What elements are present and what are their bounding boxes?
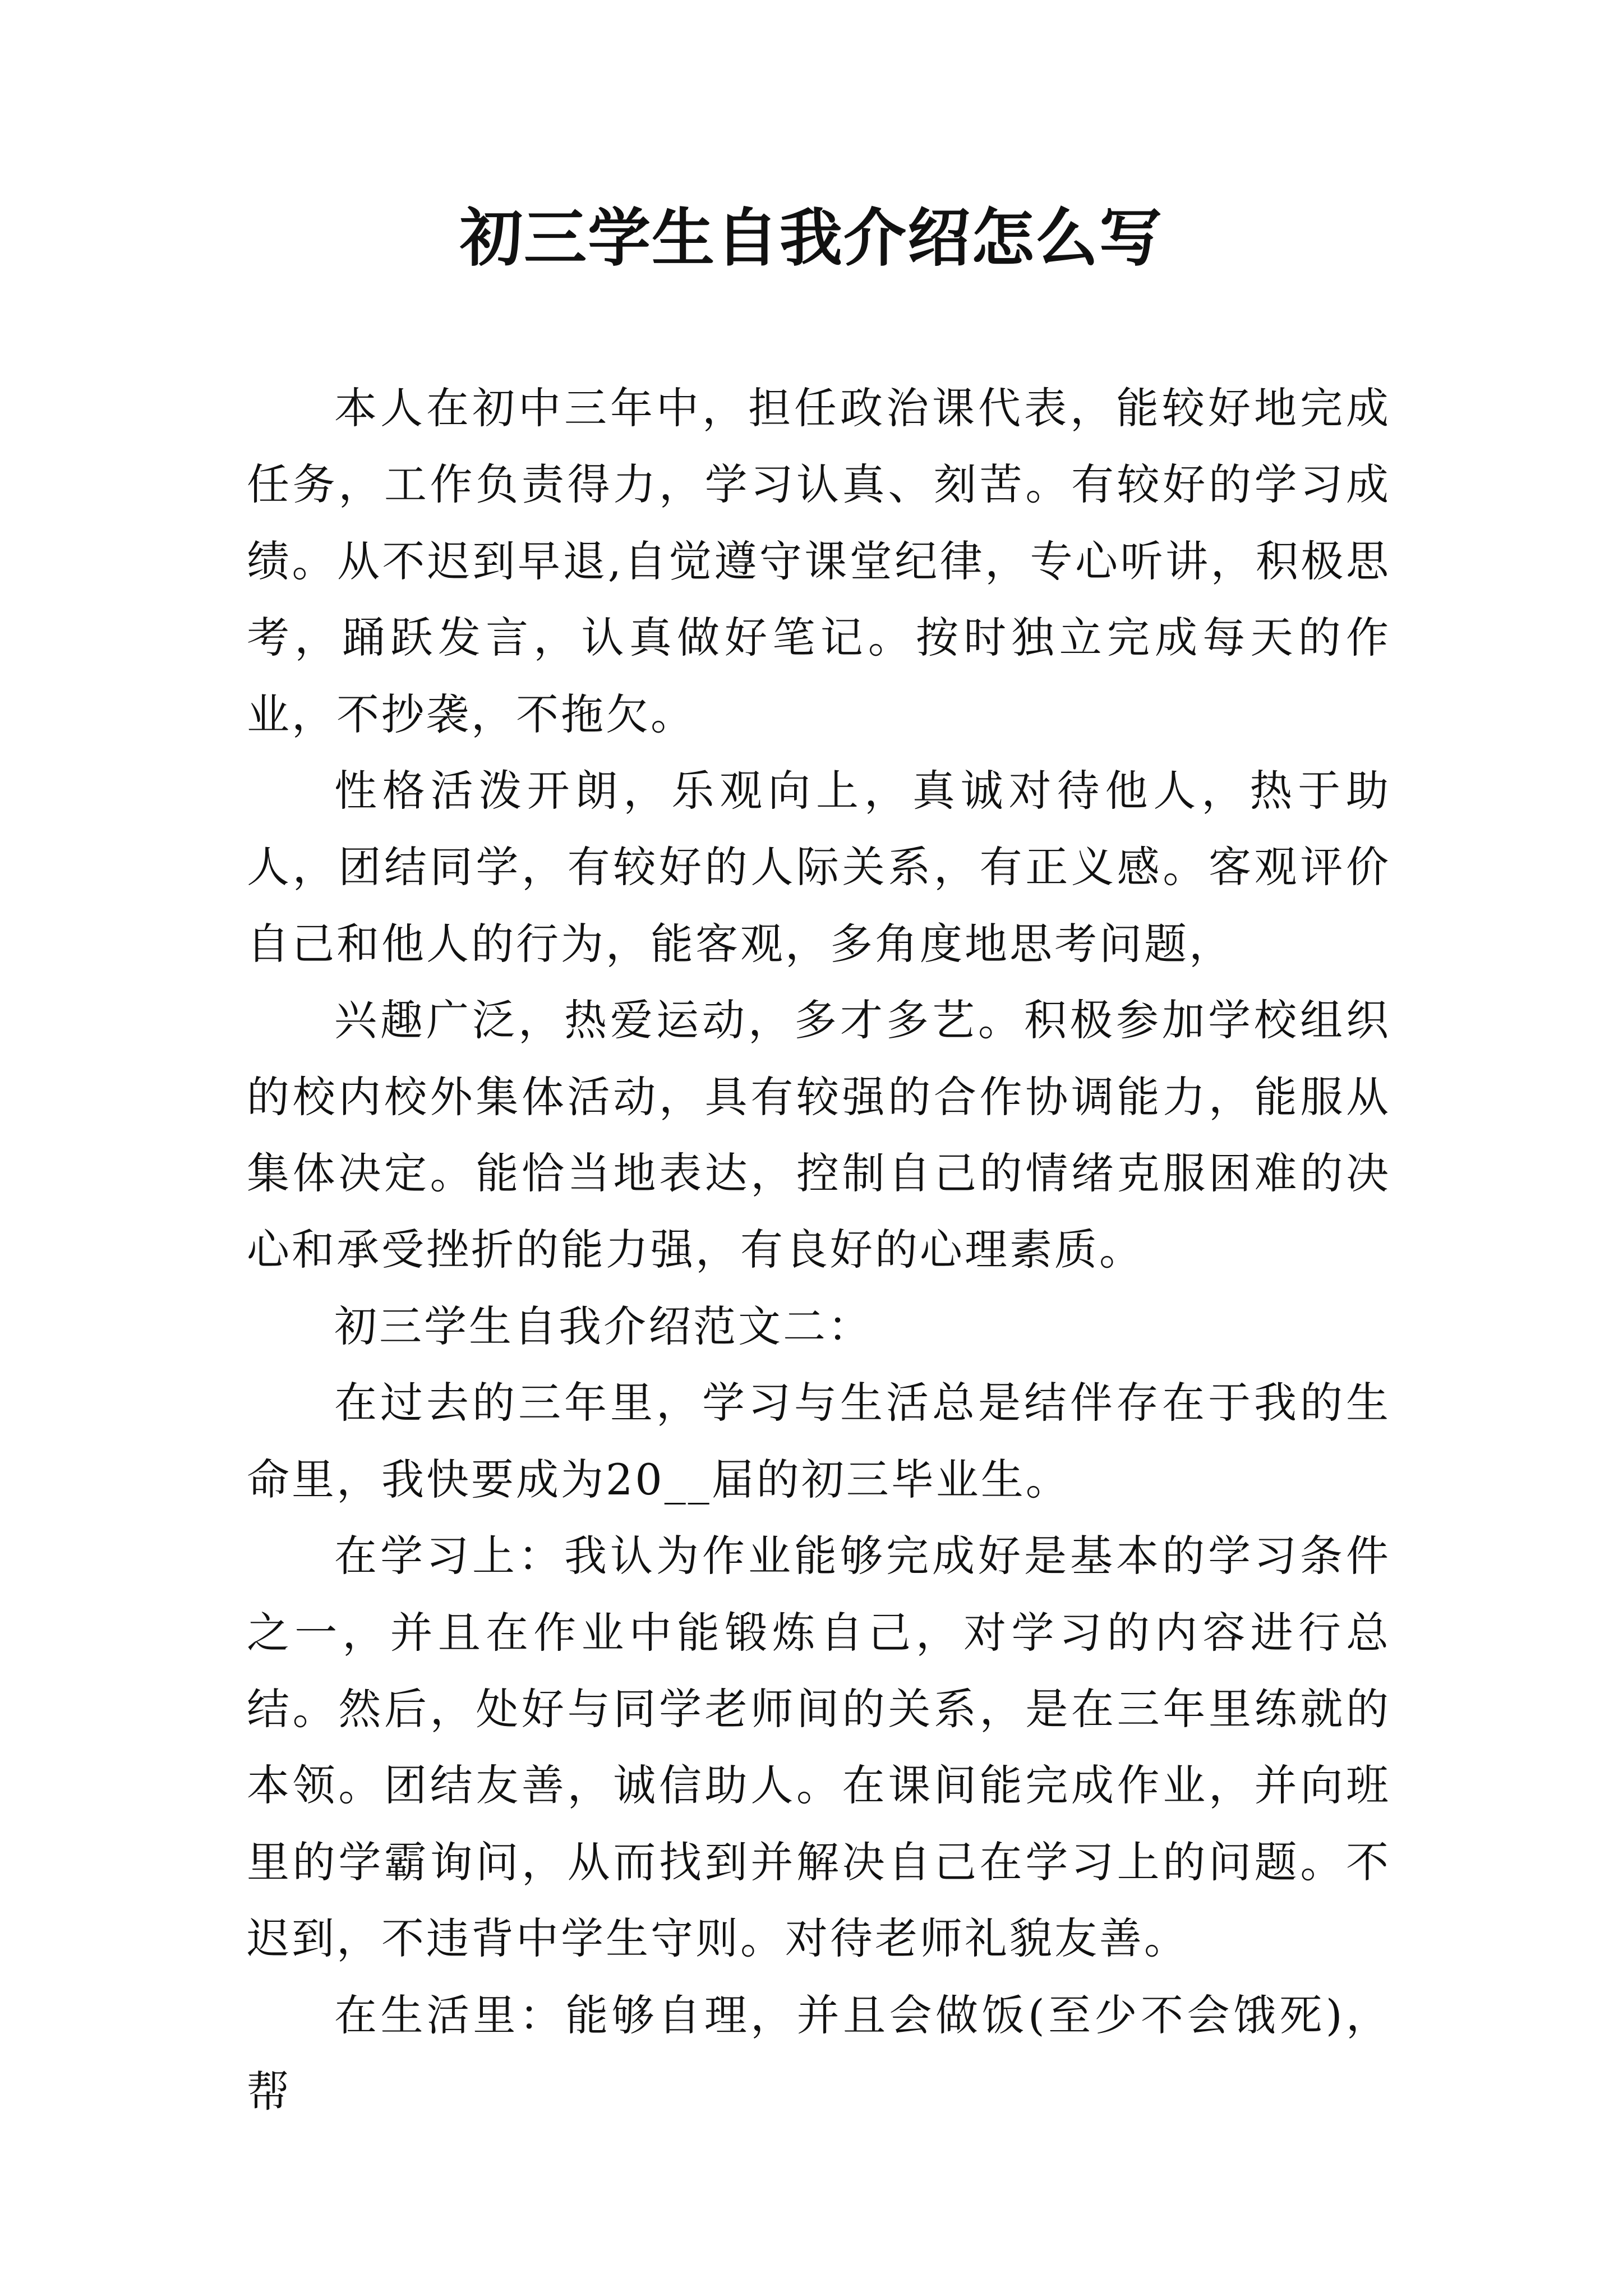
document-title: 初三学生自我介绍怎么写 (460, 201, 1163, 275)
document-body (247, 370, 1391, 2130)
paragraph: 在生活里：能够自理，并且会做饭(至少不会饿死)，帮 (247, 1990, 1391, 2116)
paragraph: 在过去的三年里，学习与生活总是结伴存在于我的生命里，我快要成为20__届的初三毕业生。 (247, 1378, 1391, 1504)
paragraph: 本人在初中三年中，担任政治课代表，能较好地完成任务，工作负责得力，学习认真、刻苦。有较好的学习成绩。从不迟到早退,自觉遵守课堂纪律，专心听讲，积极思考，踊跃发言，认真做好笔记。按时独立完成每天的作业，不抄袭，不拖欠。 (247, 383, 1391, 739)
paragraph: 兴趣广泛，热爱运动，多才多艺。积极参加学校组织的校内校外集体活动，具有较强的合作协调能力，能服从集体决定。能恰当地表达，控制自己的情绪克服困难的决心和承受挫折的能力强，有良好的心理素质。 (247, 995, 1391, 1275)
paragraph: 性格活泼开朗，乐观向上，真诚对待他人，热于助人，团结同学，有较好的人际关系，有正义感。客观评价自己和他人的行为，能客观，多角度地思考问题， (247, 766, 1391, 969)
paragraph: 在学习上：我认为作业能够完成好是基本的学习条件之一，并且在作业中能锻炼自己，对学习的内容进行总结。然后，处好与同学老师间的关系，是在三年里练就的本领。团结友善，诚信助人。在课间能完成作业，并向班里的学霸询问，从而找到并解决自己在学习上的问题。不迟到，不违背中学生守则。对待老师礼貌友善。 (247, 1531, 1391, 1964)
section-heading: 初三学生自我介绍范文二： (334, 1301, 873, 1351)
